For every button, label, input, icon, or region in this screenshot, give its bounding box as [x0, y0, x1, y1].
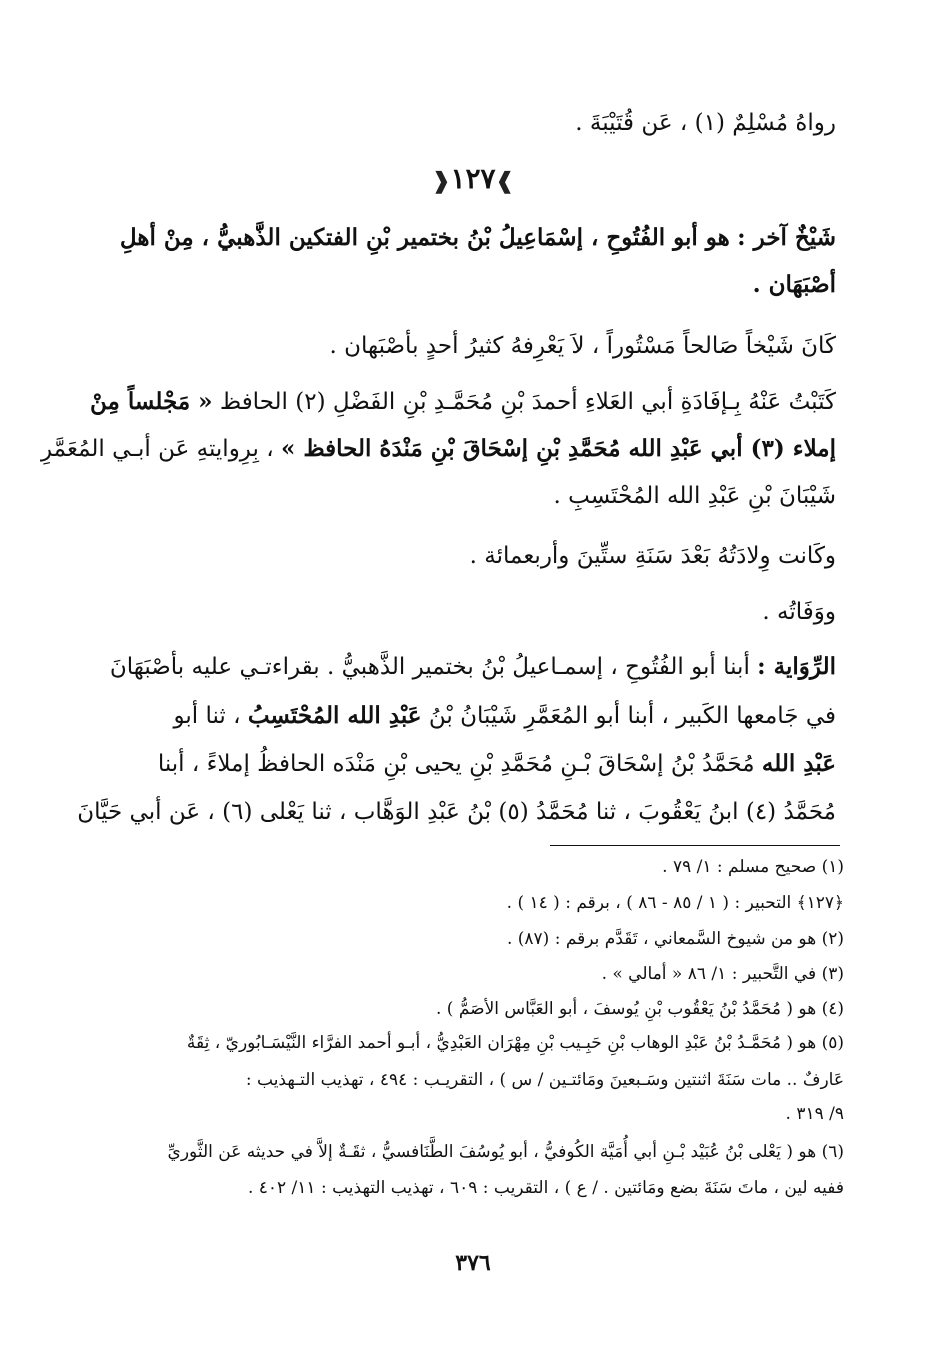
entry-heading — [0, 162, 946, 195]
footnote-4: (٤) هو ( مُحَمَّدُ بْنُ يَعْقُوب بْنِ يُوسفَ ، أبو العَبَّاس الأصَمُّ ) . — [436, 999, 844, 1019]
text-line-6a: إملاء (٣) أبي عَبْدِ الله مُحَمَّدِ بْنِ إسْحَاقَ بْنِ مَنْدَهُ الحافظ » — [280, 435, 836, 462]
text-line-4: كَانَ شَيْخاً صَالحاً مَسْتُوراً ، لاَ يَعْرِفهُ كثيرُ أحدٍ بأصْبَهان . — [329, 333, 836, 359]
text-line-5b: « مَجْلساً مِنْ — [90, 388, 213, 415]
footnote-source: ﴿١٢٧﴾ التحبير : ( ١ / ٨٥ - ٨٦ ) ، برقم : ( ١٤ ) . — [506, 893, 844, 913]
text-line-12b: مُحَمَّدُ بْنُ إسْحَاقَ بْـنِ مُحَمَّدِ بْنِ يحيى بْنِ مَنْدَه الحافظُ إملاءً ، أبنا — [157, 751, 755, 777]
footnote-5-line-1: (٥) هو ( مُحَمَّـدُ بْنُ عَبْدِ الوهاب بْنِ حَبِـيب بْنِ مِهْرَان العَبْدِيُّ ، أبـو أحمد الفرَّاء النَّيْسَـابُوريّ ، ثِقَةٌ — [186, 1033, 844, 1053]
text-line-11a: في جَامعها الكَبير ، أبنا أبو المُعَمَّرِ شَيْبَانُ بْنُ — [428, 703, 836, 729]
text-line-13: مُحَمَّدُ (٤) ابنُ يَعْقُوبَ ، ثنا مُحَمَّدُ (٥) بْنُ عَبْدِ الوَهَّاب ، ثنا يَعْلى (٦) ، عَن أبي حَيَّانَ — [77, 799, 836, 825]
page-number: ٣٧٦ — [455, 1250, 491, 1276]
text-line-10-rest: أبنا أبو الفُتُوحِ ، إسمـاعيلُ بْنُ بختمير الذَّهبيُّ . بقراءتـي عليه بأصْبَهَانَ — [109, 654, 750, 680]
text-line-11b: عَبْدِ الله المُحْتَسِبُ — [247, 702, 422, 729]
entry-title-label: شَيْخٌ آخر : — [737, 224, 836, 251]
footnote-separator — [550, 845, 840, 846]
ornament-left: ❰ — [432, 168, 451, 194]
text-line-7: شَيْبَانَ بْنِ عَبْدِ الله المُحْتَسِبِ . — [553, 483, 836, 509]
entry-title-text: هو أبو الفُتُوحِ ، إسْمَاعِيلُ بْنُ بختمير بْنِ الفتكين الذَّهبيُّ ، مِنْ أهلِ — [119, 224, 730, 251]
text-line-6b: ، بِرِوايتهِ عَن أبـي المُعَمَّرِ — [40, 436, 274, 462]
footnote-1: (١) صحيح مسلم : ١/ ٧٩ . — [662, 857, 844, 877]
text-line-9: ووَفَاتُه . — [762, 599, 836, 625]
text-line-3: أصْبَهَان . — [752, 271, 836, 298]
footnote-3: (٣) في التَّحبير : ١/ ٨٦ « أمالي » . — [601, 964, 844, 984]
text-line-11c: ، ثنا أبو — [173, 703, 241, 729]
text-line-5a: كَتَبْتُ عَنْهُ بِـإفَادَةِ أبي العَلاءِ أحمدَ بْنِ مُحَمَّـدِ بْنِ الفَضْلِ (٢) الحافظ — [219, 389, 836, 415]
text-line-12a: عَبْدِ الله — [761, 750, 836, 777]
ornament-right: ❱ — [495, 168, 514, 194]
text-line-5 — [70, 386, 836, 418]
footnote-5-line-3: ٩/ ٣١٩ . — [785, 1104, 844, 1124]
footnote-6-line-2: ففيه لين ، ماتَ سَنَةَ بضع ومَائتين . / ع ) ، التقريب : ٦٠٩ ، تهذيب التهذيب : ١١/ ٤٠٢ . — [247, 1178, 844, 1198]
text-line-10 — [70, 651, 836, 683]
text-line-2 — [70, 222, 836, 254]
footnote-2: (٢) هو من شيوخ السَّمعاني ، تَقَدَّم برقم : (٨٧) . — [506, 929, 844, 949]
footnote-6-line-1: (٦) هو ( يَعْلى بْنُ عُبَيْد بْـنِ أبي أُمَيَّة الكُوفيُّ ، أبو يُوسُفَ الطَّنَافسيُّ ، ثقَـةٌ إلاَّ في حديثه عَن الثَّوريِّ — [167, 1142, 844, 1162]
riwaya-label: الرِّوَاية : — [757, 653, 836, 680]
footnote-5-line-2: عَارفٌ .. مات سَنَةَ اثنتين وسَـبعينَ ومَائتـين / س ) ، التقريـب : ٤٩٤ ، تهذيب التـهذيب : — [245, 1070, 844, 1090]
text-line-11 — [70, 700, 836, 732]
text-line-6 — [40, 433, 836, 465]
entry-number: ١٢٧ — [450, 162, 496, 195]
text-line-12 — [70, 748, 836, 780]
text-line-8: وكَانت وِلادَتُهُ بَعْدَ سَنَةِ ستِّينَ وأربعمائة . — [469, 543, 836, 569]
text-line-1: رواهُ مُسْلِمٌ (١) ، عَن قُتَيْبَةَ . — [575, 110, 836, 136]
